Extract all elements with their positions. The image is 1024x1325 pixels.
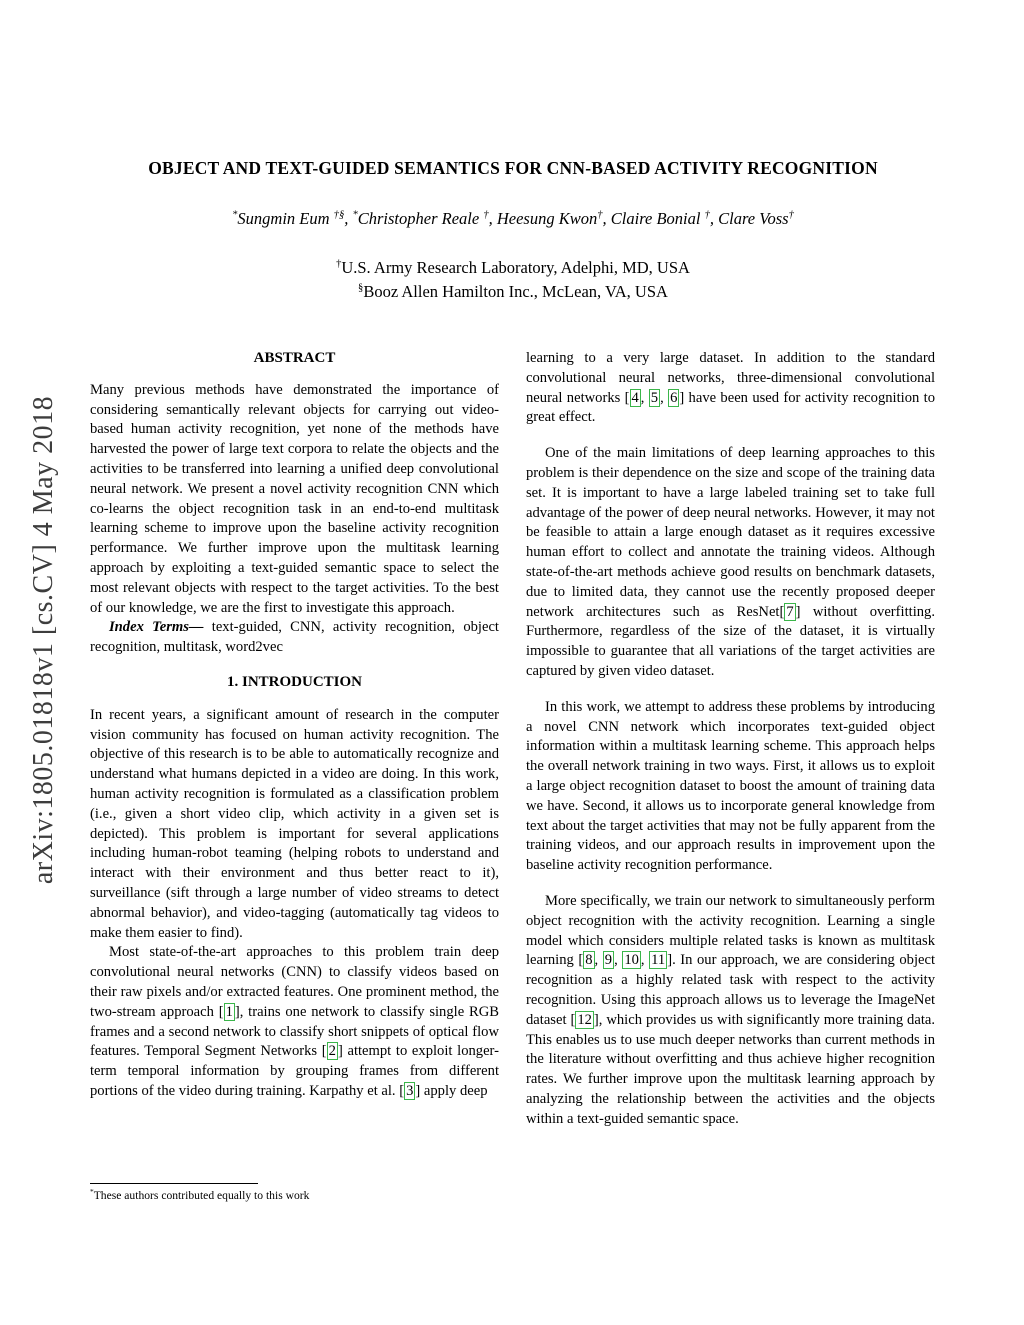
abstract-heading: ABSTRACT [253,350,336,366]
right-paragraph-4: More specifically, we train our network to simultaneously perform object recognition with the activity recognition. Learning a single model which considers multiple related tasks is known as multitask learning [ 8 , 9 , 10 , 11 ]. In our approach, we are considering object recognition as a highly related task with respect to the activity recognition. Using this approach allows us to leverage the ImageNet dataset [ 12 ], which provides us with significantly more training data. This enables us to use much deeper networks than current methods in the literature without overfitting and thus achieve higher recognition rates. We further improve upon the multitask learning approach by analyzing the relationship between the activities and the objects within a text-guided semantic space. [526,892,936,1127]
citation-ref[interactable]: 3 [406,1082,414,1099]
footnote-block [90,1183,500,1202]
citation-ref[interactable]: 11 [651,952,666,969]
index-terms-label: Index Terms— [109,619,204,636]
paper-content [90,0,936,1129]
affiliation-1: †U.S. Army Research Laboratory, Adelphi, MD, USA [336,258,690,277]
right-paragraph-3: In this work, we attempt to address these problems by introducing a novel CNN network which incorporates text-guided object information within a multitask learning scheme. This approach helps the overall network training in two ways. First, it allows us to exploit a large object recognition dataset to boost the amount of training data we have. Second, it allows us to incorporate general knowledge from text about the target activities that may not be fully apparent from the training videos, and our approach results in improvement upon the baseline activity recognition performance. [526,698,935,874]
affiliations-block [90,256,936,304]
right-column [526,349,935,1129]
right-paragraph-2: One of the main limitations of deep learning approaches to this problem is their dependence on the size and scope of the training data set. It is important to have a large labeled training set to take full advantage of the power of deep neural networks. However, it may not be feasible to attain a large enough dataset as it requires excessive human effort to collect and annotate the training videos. Although state-of-the-art methods achieve good results on benchmark datasets, due to limited data, they cannot use the recently proposed deeper network architectures such as ResNet[ 7 ] without overfitting. Furthermore, regardless of the size of the dataset, it is virtually impossible to guarantee that all variations of the target activities are captured by given video dataset. [526,445,935,679]
index-terms [90,618,499,658]
two-column-body [90,349,936,1129]
introduction-paragraph-2: Most state-of-the-art approaches to this problem train deep convolutional neural networks (CNN) to classify videos based on their raw pixels and/or extracted features. One prominent method, the two-stream approach [ 1 ], trains one network to classify single RGB frames and a second network to classify short snippets of optical flow features. Temporal Segment Networks [ 2 ] attempt to exploit longer-term temporal information by grouping frames from different portions of the video during training. Karpathy et al. [ 3 ] apply deep [90,944,499,1099]
citation-ref[interactable]: 12 [577,1011,592,1028]
index-terms-list: text-guided, CNN, activity recognition, object recognition, multitask, word2vec [90,619,499,656]
citation-ref[interactable]: 2 [328,1043,336,1060]
citation-ref[interactable]: 7 [786,603,794,620]
citation-ref[interactable]: 5 [650,389,659,406]
introduction-heading: 1. INTRODUCTION [226,673,362,690]
citation-ref[interactable]: 4 [631,389,639,406]
authors-line: *Sungmin Eum †§, *Christopher Reale †, Heesung Kwon†, Claire Bonial †, Clare Voss† [232,209,794,228]
paper-title: OBJECT AND TEXT-GUIDED SEMANTICS FOR CNN-BASED ACTIVITY RECOGNITION [148,158,878,178]
right-paragraph-1: learning to a very large dataset. In addition to the standard convolutional neural networks, three-dimensional convolutional neural networks [ 4 , 5 , 6 ] have been used for activity recognition to great effect. [526,350,935,426]
abstract-body: Many previous methods have demonstrated the importance of considering semantically relevant objects for carrying out video-based human activity recognition, yet none of the methods have harvested the power of large text corpora to relate the objects and the activities to be transferred into learning a unified deep convolutional neural network. We present a novel activity recognition CNN which co-learns the object recognition task in an end-to-end multitask learning scheme to improve upon the baseline activity recognition performance. We further improve upon the multitask learning approach by exploiting a text-guided semantic space to select the most relevant objects with respect to the target activities. To the best of our knowledge, we are the first to investigate this approach. [90,381,499,616]
citation-ref[interactable]: 8 [585,952,593,969]
citation-ref[interactable]: 10 [624,952,639,969]
affiliation-2: §Booz Allen Hamilton Inc., McLean, VA, USA [358,282,668,301]
citation-ref[interactable]: 1 [225,1003,233,1020]
introduction-paragraph-1: In recent years, a significant amount of research in the computer vision community has focused on human activity recognition. The objective of this research is to be able to automatically recognize and understand what humans depicted in a video are doing. In this work, human activity recognition is formulated as a classification problem (i.e., given a short video clip, which activity in a given set is depicted). This problem is important for several applications including human-robot teaming (helping robots to understand and interact with their environment and thus better react to it), surveillance (sift through a large number of video streams to detect abnormal behavior), and video-tagging (automatically tag videos to make them easier to find). [90,706,499,941]
footnote-text: *These authors contributed equally to this work [90,1187,310,1202]
footnote-rule [90,1183,258,1184]
left-column [90,349,499,1129]
citation-ref[interactable]: 9 [604,952,613,969]
citation-ref[interactable]: 6 [670,389,678,406]
arxiv-watermark: arXiv:1805.01818v1 [cs.CV] 4 May 2018 [28,395,59,885]
